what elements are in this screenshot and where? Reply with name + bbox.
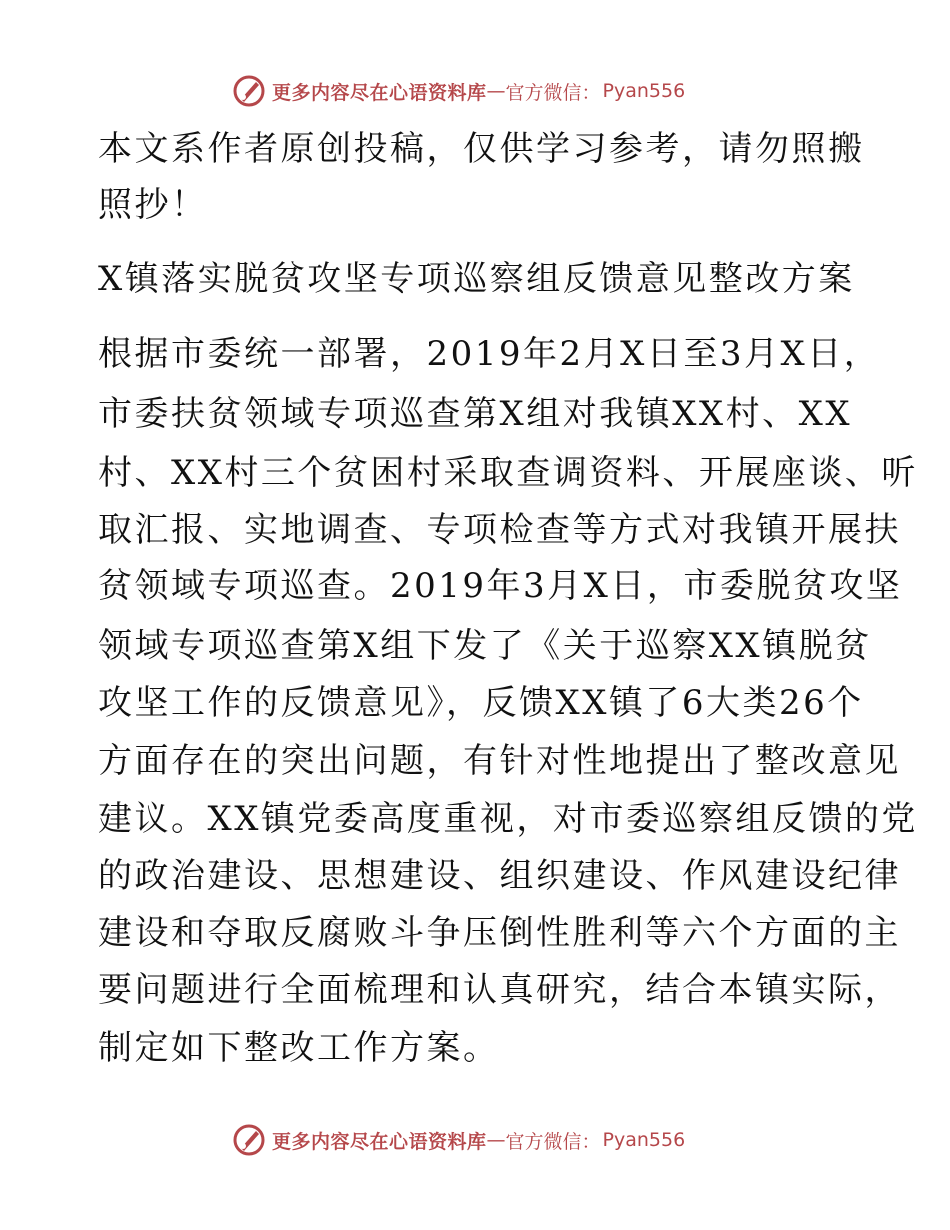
body-line: 方面存在的突出问题，有针对性地提出了整改意见	[98, 741, 901, 781]
body-line: 市委扶贫领域专项巡查第X组对我镇XX村、XX	[98, 394, 853, 434]
body-line: 根据市委统一部署，2019年2月X日至3月X日，	[98, 334, 881, 374]
watermark-wechat-label: 官方微信：	[505, 81, 601, 104]
body-line: 贫领域专项巡查。2019年3月X日，市委脱贫攻坚	[98, 566, 903, 606]
body-line: 村、XX村三个贫困村采取查调资料、开展座谈、听	[98, 453, 918, 493]
watermark-separator: —	[486, 1129, 506, 1151]
header-watermark	[232, 73, 685, 109]
watermark-text: 更多内容尽在心语资料库	[272, 81, 487, 104]
notice-line: 照抄！	[98, 185, 208, 225]
logo-icon	[232, 74, 266, 108]
watermark-separator: —	[486, 80, 506, 102]
body-line: 制定如下整改工作方案。	[98, 1028, 500, 1068]
body-line: 领域专项巡查第X组下发了《关于巡察XX镇脱贫	[98, 626, 872, 666]
body-line: 建议。XX镇党委高度重视，对市委巡察组反馈的党	[98, 799, 918, 839]
logo-icon	[232, 1123, 266, 1157]
watermark-wechat-id: Pyan556	[602, 80, 686, 102]
body-line: 要问题进行全面梳理和认真研究，结合本镇实际，	[98, 970, 901, 1010]
body-line: 攻坚工作的反馈意见》，反馈XX镇了6大类26个	[98, 683, 864, 723]
footer-watermark	[232, 1122, 685, 1158]
body-line: 的政治建设、思想建设、组织建设、作风建设纪律	[98, 856, 901, 896]
watermark-text: 更多内容尽在心语资料库	[272, 1130, 487, 1153]
watermark-wechat-label: 官方微信：	[505, 1130, 601, 1153]
document-title: X镇落实脱贫攻坚专项巡察组反馈意见整改方案	[98, 259, 855, 299]
body-line: 建设和夺取反腐败斗争压倒性胜利等六个方面的主	[98, 913, 901, 953]
body-line: 取汇报、实地调查、专项检查等方式对我镇开展扶	[98, 510, 901, 550]
watermark-wechat-id: Pyan556	[602, 1129, 686, 1151]
notice-line: 本文系作者原创投稿，仅供学习参考，请勿照搬	[98, 129, 865, 169]
